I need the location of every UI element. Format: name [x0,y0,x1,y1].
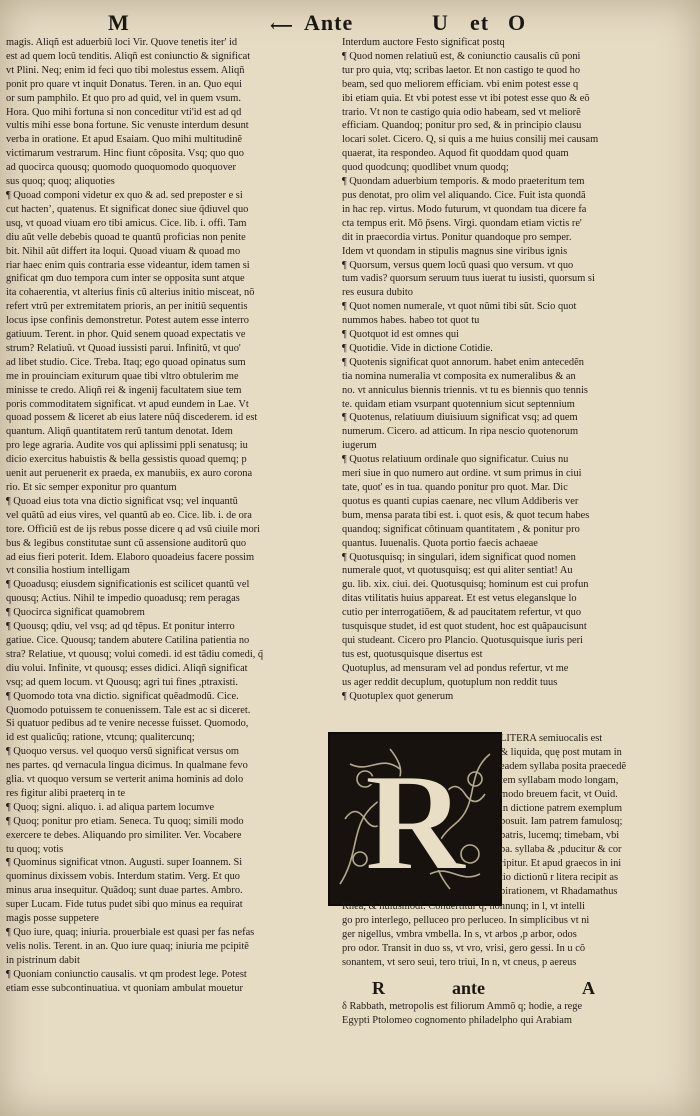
text-line: Interdum auctore Festo significat postq [342,37,505,48]
text-line: ¶ Quot nomen numerale, vt quot nũmi tibi sũt. Scio quot [342,301,577,313]
text-line: bum, mensa parata tibi est. i. quot esis, & quot tecum habes [342,509,590,521]
section-word: ante [452,978,485,998]
text-line: usq, vt quoad viuam ero tibi amicus. Cice. lib. i. offi. Tam [6,217,247,229]
text-line: eadem syllaba posita praecedẽ [500,760,627,772]
text-line: riar haec enim quis contraria esse videantur, idem tamen si [6,259,250,271]
text-line: quaerat, ita respondeo. Aquod fit quoddam quod quam [342,148,569,160]
text-line: glia. vt quoquo versum se verterit anima hominis ad dolo [6,774,244,786]
initial-paragraph [500,732,660,899]
text-line: & liquida, quę post mutam in [500,746,622,758]
text-line: beam, sed quo meliorem efficiam. vbi enim potest esse q [342,78,579,90]
text-line: vel quãtũ ad eius vires, vel quantũ ab eo. Cice. lib. i. de ora [6,509,252,521]
header-arrow: ⟵ [270,18,294,35]
text-line: ¶ Quoq; signi. aliquo. i. ad aliqua partem locumve [6,801,215,813]
text-line: ¶ Quoniam coniunctio causalis. vt qm prodest lege. Potest [6,968,247,980]
text-line: cut hactenʼ, quatenus. Et significat donec siue q̃diuvel quo [6,203,249,215]
text-line: ¶ Quocirca significat quamobrem [6,607,145,619]
text-line: res eusura dubito [342,287,413,299]
text-line: minisse te credo. Aliqñ rei & ingenij facultatem siue tem [6,384,242,396]
text-line: quotus es quanti cupias caenare, nec vllum Addiberis ver [342,495,579,507]
text-line: iugerum [342,440,377,452]
decorated-initial [328,732,502,906]
text-line: quantum. Aliqñ quantitatem rerũ tantum denotat. Idem [6,426,233,438]
text-line: or sum pamphilo. Et quo pro ad quid, vel in quem vsum. [6,92,241,104]
text-line: ponit pro quare vt inquit Donatus. Teren. in an. Quo equi [6,78,243,90]
text-line: ad eius fieri poterit. Idem. Elaboro quoadeius facere possim [6,551,255,563]
text-line: nummos habes. habeo tot quot tu [342,315,480,327]
text-line: sus quoq; quoq; aliquoties [6,176,115,188]
text-line: quandoq; significat cõtinuam quantitatem , & ponitur pro [342,523,580,535]
text-line: diu volui. Infinite, vt quousq; esses didici. Aliqñ significat [6,662,248,674]
text-line: uenit aut peruenerit ex praeda, ex manubiis, ex auro corona [6,468,253,480]
right-column [342,36,654,704]
text-line: locus ipse confinis demonstretur. Potest autem esse interro [6,315,249,327]
text-line: quoad possem & liceret ab eius latere nũq̃ discederem. id est [6,412,258,424]
text-line: ¶ Quondam aduerbium temporis. & modo praeteritum tem [342,176,585,188]
text-line: Rhea, & huiusmodi. Conuertitur q; nonnunq; in l, vt intelli [342,901,586,912]
text-line: ad quocirca quousq; quomodo quoquomodo quoquover [6,162,237,174]
text-line: ¶ Quo iure, quaq; iniuria. prouerbiale est quasi per fas nefas [6,927,255,938]
text-line: verba in oratione. Et apud Esaiam. Quo mihi multitudinẽ [6,134,243,146]
text-line: Idem vt quondam in stipulis magnus sine viribus ignis [342,245,568,257]
text-line: Si quatuor pedibus ad te venire necesse fuisset. Quomodo, [6,718,249,730]
text-line: tia nomina numeralia vt composita ex numeralibus & an [342,370,576,382]
text-line: numerale quot, vt quotusquisq; est qui aliter sentiat! Au [342,565,573,577]
text-line: pirationem, vt Rhadamathus [500,885,618,897]
text-line: ¶ Quod nomen relatiuũ est, & coniunctio causalis cũ poni [342,50,581,62]
text-line: cutio per interrogatiõem, & ad paucitatem refertur, vt quo [342,607,582,619]
text-line: refert vtrũ per extremitatem prioris, an per initiũ sequentis [6,301,248,313]
text-line: vsq; ad quem locum. vt Quousq; agri tui fines ,ptraxisti. [6,676,239,688]
text-line: gatiuum. Terent. in phor. Quid senem quoad expectatis ve [6,329,246,341]
text-line: ¶ Quominus significat vtnon. Augusti. super Ioannem. Si [6,857,243,869]
text-line: id est qualicũq; ratione, vtcunq; qualitercunq; [6,732,195,744]
text-line: qui studeant. Cicero pro Plancio. Quotusquisque iuris peri [342,634,583,646]
text-line: bit. Nihil aũt differt ita loqui. Quoad viuam & quoad mo [6,245,241,257]
text-line: pus denotat, pro olim vel aliquando. Cice. Fuit ista quondã [342,189,586,201]
text-line: ¶ Quoq; ponitur pro etiam. Seneca. Tu quoq; simili modo [6,815,244,827]
text-line: Egypti Ptolomeo cognomento philadelpho qui Arabiam [342,1014,573,1026]
text-line: res figitur alibi praeterq in te [6,787,126,799]
section-next-letter: A [582,978,595,998]
text-line: Quomodo potuissem te conuenissem. Tale est ac si diceret. [6,704,251,716]
text-line: locari solet. Cicero. Q, si quis a me huius consilij mei causam [342,134,599,146]
text-line: ¶ Quotuplex quot generum [342,690,454,702]
text-line: quod quodcunq; quodlibet vnum quodq; [342,162,509,174]
text-line: dicio exercitus habuistis & bella gessistis quoad quemq; p [6,454,247,466]
header-right-glyph-1: U [432,10,449,35]
text-line: sonantem, vt sero seui, tero triui, In n, vt cneus, p aereus [342,956,577,968]
text-line: ¶ Quotus relatiuum ordinale quo significatur. Cuius nu [342,454,569,466]
text-line: velis nolis. Terent. in an. Quo iure quaq; iniuria me pcipitẽ [6,940,249,952]
text-line: cta tempus erit. Mõ p̃sens. Virgi. quondam etiam victis re' [342,217,582,229]
text-line: ripitur. Et apud graecos in ini [500,858,622,870]
text-line: ad libet studio. Cice. Treba. Itaq; ego quoad opinatus sum [6,356,246,368]
text-line: modo breuem facit, vt Ouid. [500,788,618,800]
text-line: victimarum vestrarum. Hinc fiunt cõposita. Vsq; quo quo [6,148,244,160]
header-right-glyph-2: et [470,10,490,35]
text-line: ita cohaerentia, vt alterius finis cũ alterius initio misceat, nõ [6,287,255,299]
text-line: vultis mihi esse bona fortune. Sic venuste interdum desunt [6,120,249,132]
text-line: patris, lucemq; timebam, vbi [500,830,620,842]
text-line: exercere te debes. Aliquando pro similiter. Ver. Vocabere [6,829,242,841]
text-line: ¶ Quotenis significat quot annorum. habet enim antecedẽn [342,356,584,368]
text-line: ¶ Quomodo tota vna dictio. significat quẽadmodũ. Cice. [6,690,239,702]
text-line: strum? Relatiuũ. vt Quoad iussisti parui. Infinitũ, vt quo' [6,342,241,354]
text-line: go pro interlego, pelluceo pro perluceo. In simplicibus vt ni [342,914,590,926]
text-line: nes partes. qd vernacula lingua dicimus. In qualmane fevo [6,760,248,772]
text-line: vt consilia hostium intelligam [6,565,130,577]
text-line: ditas vtilitatis huius appareat. Et est vetus eleganslque lo [342,593,577,605]
text-line: magis. Aliqñ est aduerbiũ loci Vir. Quove tenetis iter' id [6,37,238,48]
text-line: numerum. Cicero. ad atticum. In ripa nescio quotenorum [342,426,579,438]
left-column [6,36,322,996]
text-line: magis posse suppetere [6,913,99,925]
text-line: tu quoq; votis [6,843,64,855]
text-line: ¶ Quousq; qdiu, vel vsq; ad qd tẽpus. Et ponitur interro [6,621,235,633]
text-line: ¶ Quoadusq; eiusdem significationis est scilicet quantũ vel [6,579,250,591]
text-line: tur pro quia, vtq; scribas laetor. Et non castigo te quod ho [342,64,581,76]
text-line: in pistrinum dabit [6,954,80,966]
text-line: quominus dixissem vobis. Interdum statim. Verg. Et quo [6,871,240,883]
text-line: tem syllabam modo longam, [500,774,619,786]
text-line: super Lucam. Fide tutus pudet sibi quo minus ea requirat [6,899,243,911]
text-line: ¶ Quotidie. Vide in dictione Cotidie. [342,342,493,354]
text-line: Quotuplus, ad mensuram vel ad pondus refertur, vt me [342,662,569,674]
text-line: gatiue. Cice. Quousq; tandem abutere Catilina patientia no [6,634,250,646]
header-word: Ante [304,10,354,35]
initial-letter: R [364,745,466,900]
text-line: posuit. Iam patrem famulosq; [500,816,623,828]
text-line: tore. Officiũ est de ijs rebus posse dicere q ad vsũ ciuile mori [6,523,261,535]
text-line: pro odor. Transit in duo ss, vt vro, vrisi, gero gessi. In u cõ [342,942,586,954]
text-line: Hora. Quo mihi fortuna si non conceditur vti'id est ad qd [6,106,242,118]
text-line: ibi etiam quia. Et vbi potest esse vt ibi potest esse quo & eõ [342,92,590,104]
text-line: quantus. Iuuenalis. Quota portio faecis achaeae [342,537,538,549]
header-left-glyph: M [108,10,130,35]
text-line: me in prouinciam exiturum quae tibi vltro obtulerim me [6,370,239,382]
text-line: bus & legibus constitutae sunt cũ assensione auditorũ quo [6,537,247,549]
text-line: rio. Et sic semper exponitur pro quantum [6,482,177,493]
text-line: tate, quot' es in tua. quando ponitur pro quot. Mar. Dic [342,482,568,493]
text-line: in hac rep. virtus. Modo futurum, vt quondam tua dicere fa [342,203,587,215]
text-line: ¶ Quoad componi videtur ex quo & ad. sed preposter e si [6,189,243,201]
text-line: efficiam. Quandoq; ponitur pro sed, & in principio clausu [342,120,582,132]
text-line: stra? Relatiue, vt quousq; volui comedi. id est tãdiu comedi, q̃ [6,648,264,660]
running-header [0,6,700,40]
text-line: minus arua insequitur. Quãdoq; sunt duae partes. Ambro. [6,885,243,897]
text-line: ¶ Quotenus, relatiuum diuisiuum significat vsq; ad quem [342,412,578,424]
floral-initial-r-icon [330,734,500,904]
header-right-glyph-3: O [508,10,527,35]
text-line: pa. syllaba & ,pducitur & cor [500,844,622,856]
text-line: vt Plini. Neq; enim id feci quo tibi molestus essem. Aliqñ [6,64,245,76]
text-line: no. vt anniculus biennis triennis. vt tu es biennis quo tennis [342,384,588,396]
text-line: ¶ Quoquo versus. vel quoquo versũ significat versus om [6,746,239,758]
text-line: est ad quem locũ tenditis. Aliqñ est coniunctio & significat [6,50,251,62]
text-line: trario. Vt non te castigo quia odio habeam, sed vt meliorẽ [342,106,581,118]
rabbath-entry [342,1000,654,1028]
text-line: meri siue in quo numero aut ordine. vt sum primus in ciui [342,468,582,480]
text-line: ger nigellus, vmbra vmbella. In s, vt arbos ,p arbor, odos [342,928,577,940]
text-line: tio dictionũ r litera recipit as [500,872,619,884]
text-line: quousq; Actius. Nihil te impedio quoadusq; rem peragas [6,593,240,605]
text-line: ¶ Quorsum, versus quem locũ quasi quo versum. vt quo [342,259,574,271]
text-line: ¶ Quotquot id est omnes qui [342,329,459,341]
text-line: tus est, quotusquisque disertus est [342,648,483,660]
continuation-paragraph [342,900,654,970]
text-line: gu. lib. xix. ciui. dei. Quotusquisq; hominum est cui profun [342,579,589,591]
section-letter: R [372,978,385,998]
text-line: tum vadis? quorsum seruum tuus iuerat tu iusisti, quorsum si [342,273,595,285]
text-line: dit in praecordia virtus. Ponitur quandoque pro semper. [342,231,572,243]
text-line: pro lege agraria. Audite vos qui aplissimi ppli senatusq; iu [6,440,248,452]
text-line: te. quidam etiam vsurpant quotennium sicut septennium [342,398,575,410]
text-line: in dictione patrem exemplum [500,802,623,814]
text-line: gnificat qm duo tempora cum inter se opposita sunt atque [6,273,245,285]
text-line: poris commoditatem significat. vt apud eundem in Lae. Vt [6,398,249,410]
text-line: etiam esse subcontinuatiua. vt quoniam ambulat mouetur [6,982,243,994]
text-line: diu aũt velle debebis quoad te quantũ proficias non penite [6,231,246,243]
text-line: us ager reddit decuplum, quotuplum non reddit tuus [342,676,558,688]
text-line: LITERA semiuocalis est [500,733,603,744]
text-line: ¶ Quotusquisq; in singulari, idem significat quod nomen [342,551,576,563]
text-line: ¶ Quoad eius tota vna dictio significat vsq; vel inquantũ [6,495,238,507]
text-line: tusquisque studet, id est quot student, hoc est quãpaucisunt [342,621,587,633]
text-line: δ Rabbath, metropolis est filiorum Ammõ q; hodie, a rege [342,1001,583,1012]
